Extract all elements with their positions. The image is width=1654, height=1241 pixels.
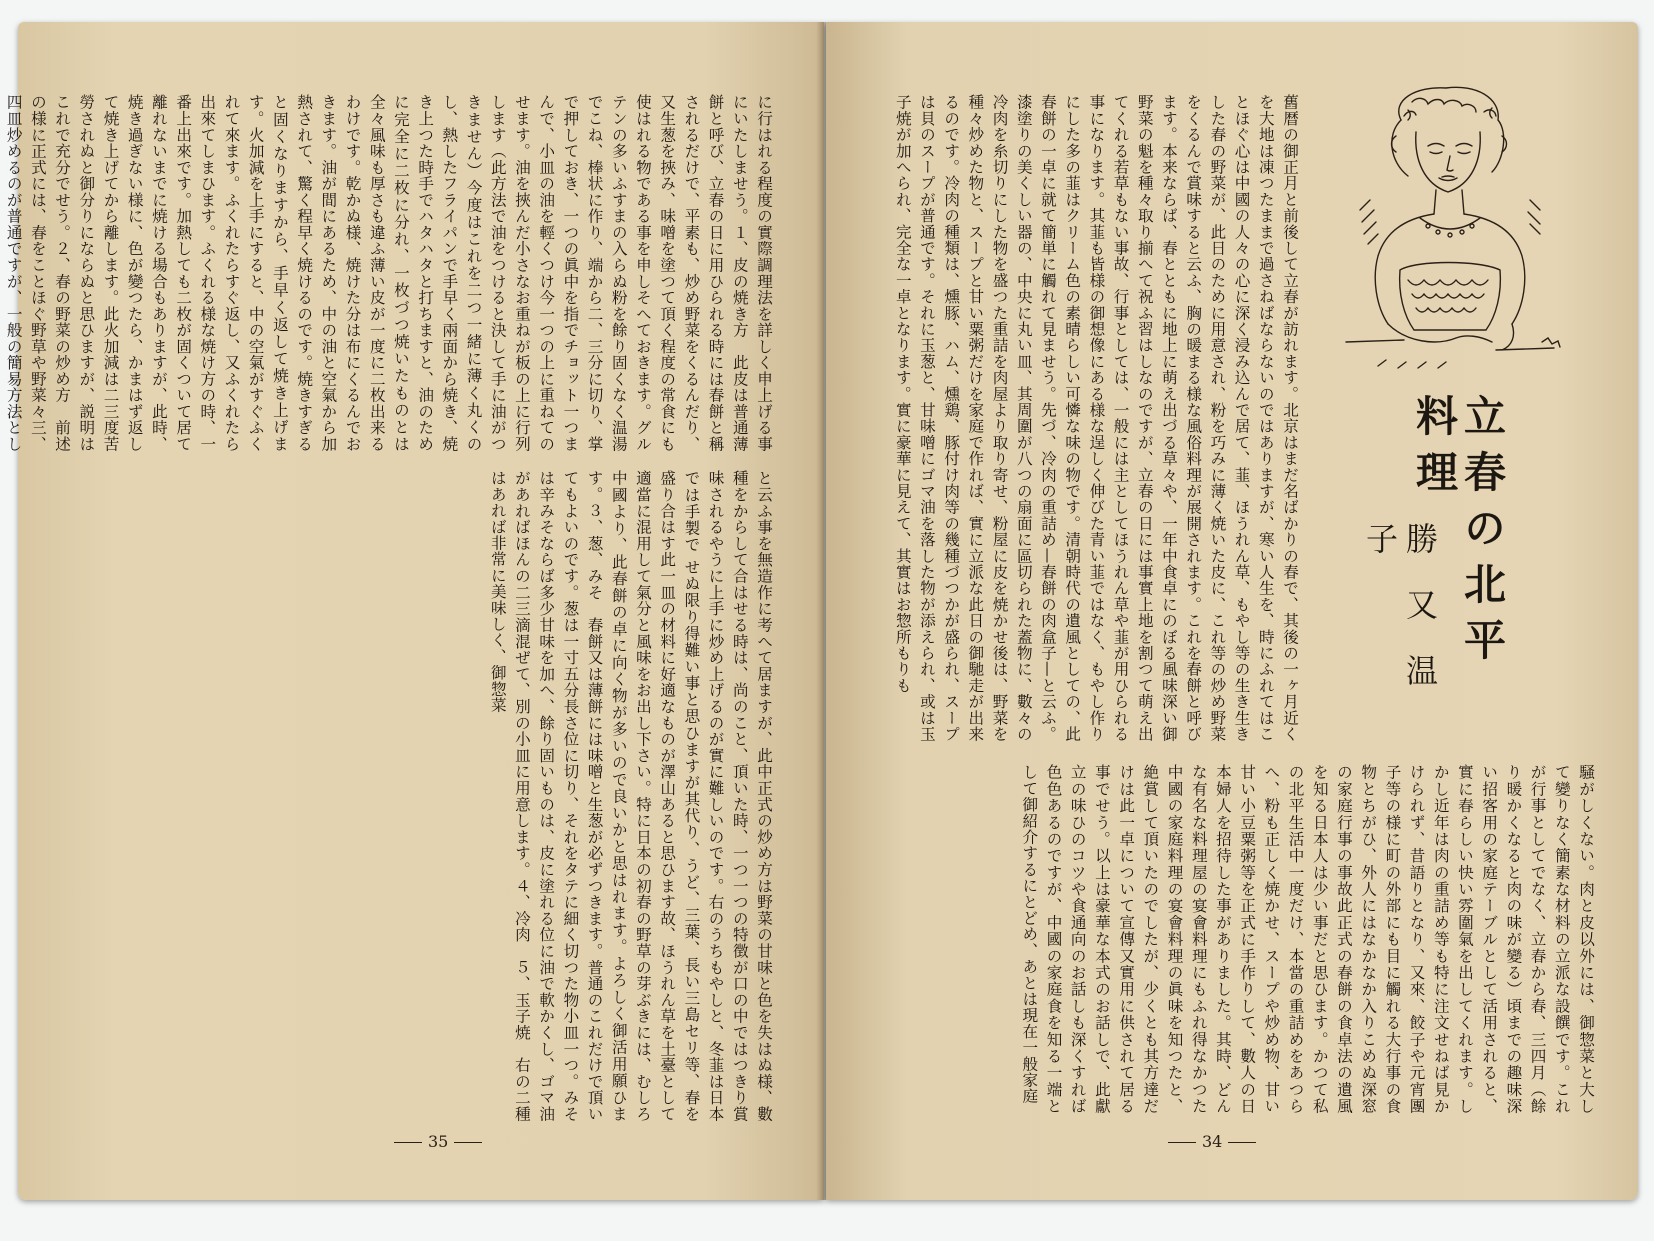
left-page-number: 35 — [388, 1132, 488, 1151]
article-author: 勝又温子 — [1361, 522, 1439, 720]
right-page-number: 34 — [1162, 1132, 1262, 1151]
right-upper-text: 舊暦の御正月と前後して立春が訪れます。北京はまだ名ばかりの春で、其後の一ヶ月近くを大地は凍つたままで過さねばならないのではありますが、寒い人生を、時にふれてはことほぐ心は中國の人々の心に深く浸み込んで居て、韮、ほうれん草、もやし等の生き生きした春の野菜が、此日のために用意され、粉を巧みに薄く焼いた皮に、これ等の炒め野菜をくるんで賞味すると云ふ、胸の暖まる様な風俗料理が展開されます。これを春餅と呼びます。本来ならば、春とともに地上に萌え出づる草々や、一年中食卓にのぼる風味深い御野菜の魁を種々取り揃へて祝ふ習はしなのですが、立春の日には事實上地を割つて萌え出てくれる若草もない事故、行事としては、一般には主としてほうれん草や韮が用ひられる事になります。其韮も皆様の御想像にある様な逞しく伸びた青い韮ではなく、もやし作りにした多の韮はクリーム色の素晴らしい可憐な味の物です。清朝時代の遺風としての、此春餅の一卓に就て簡単に觸れて見ませう。先づ、冷肉の重詰め—春餅の肉盒子—と云ふ。漆塗りの美くしい器の、中央に丸い皿、其周圍が八つの扇面に區切られた蓋物に、數々の冷肉を糸切りにした物を盛つた重詰を肉屋より取り寄せ、粉屋に皮を焼かせ後は、野菜を種々炒めた物と、スープと甘い粟粥だけを家庭で作れば、實に立派な此日の御馳走が出来るのです。冷肉の種類は、燻豚、ハム、燻鶏、豚付け肉等の幾種づつかが盛られ、スープは貝のスープが普通です。それに玉葱と、甘味噌にゴマ油を落した物が添えられ、或は玉子焼が加へられ、完全な一卓となります。實に豪華に見えて、其實はお惣所もりも — [893, 94, 1299, 742]
left-lower-text: と云ふ事を無造作に考へて居ますが、此中正式の炒め方は野菜の甘味と色を失はぬ様、數種をからして合はせる時は、尚のこと、頂いた時、一つ一つの特徴が口の中ではつきり賞味されるやうに上手に炒め上げるのが實に難しいのです。右のうちもやしと、冬韮は日本では手製で せぬ限り得難い事と思ひますが其代り、うど、三葉、長い三島セリ等、春を盛り合はす此一皿の材料に好適なものが澤山あると思ひます故、ほうれん草を土臺として適當に混用して氣分と風味をお出し下さい。特に日本の初春の野草の芽ぶきには、むしろ中國より、此春餅の卓に向く物が多いので良いかと思はれます。よろしく御活用願ひます。３、葱、みそ 春餅又は薄餅には味噌と生葱が必ずつきます。普通のこれだけで頂いてもよいのです。葱は一寸五分長さ位に切り、それをタテに細く切つた物小皿一つ。みそは辛みそならば多少甘味を加へ、餘り固いものは、皮に塗れる位に油で軟かくし、ゴマ油があればほんの二三滴混ぜて、別の小皿に用意します。４、冷肉 ５、玉子焼 右の二種はあれば非常に美味しく、御惣菜 — [488, 470, 773, 1122]
left-page — [4, 22, 824, 1200]
woman-illustration-icon — [1316, 80, 1586, 380]
article-title: 立春の北平料理 — [1410, 394, 1507, 674]
left-upper-text: に行はれる程度の實際調理法を詳しく申上げる事にいたしませう。１、皮の焼き方 此皮は普通薄餅と呼び、立春の日に用ひられる時には春餅と稱されるだけで、平素も、炒め野菜をくるんだり、又生葱を挾み、味噌を塗つて頂く程度の常食にも使はれる物である事を申しそへておきます。グルテンの多いふすまの入らぬ粉を餘り固くなく温湯でこね、棒状に作り、端から二、三分に切り、掌で押しておき、一つの眞中を指でチョット一つまんで、小皿の油を輕くつけ今一つの上に重ねてのせます。油を挾んだ小さなお重ねが板の上に行列します（此方法で油をつけると決して手に油がつきません）今度はこれを二つ一緒に薄く丸くのし、熱したフライパンで手早く兩面から焼き、焼き上つた時手でハタハタと打ちますと、油のために完全に二枚に分れ、一枚づつ焼いたものとは全々風味も厚さも違ふ薄い皮が一度に二枚出来るわけです。乾かぬ様、焼けた分は布にくるんでおきます。油が間にあるため、中の油と空氣から加熱されて、驚く程早く焼けるのです。焼きすぎると固くなりますから、手早く返して焼き上げます。火加減を上手にすると、中の空氣がすぐふくれて來ます。ふくれたらすぐ返し、又ふくれたら出來てしまひます。ふくれる様な焼け方の時、一番上出來です。加熱しても二枚が固くついて居て離れないまでに焼ける場合もありますが、此時、焼き過ぎない様に、色が變つたら、かまはず返して焼き上げてから離します。此火加減は二三度苦勞されぬと御分りにならぬと思ひますが、説明はこれで充分でせう。２、春の野菜の炒め方 前述の様に正式には、春をことほぐ野草や野菜々三、四皿炒めるのが普通ですが、一般の簡易方法とし — [4, 94, 773, 452]
right-page — [826, 22, 1638, 1200]
right-lower-text: 騒がしくない。肉と皮以外には、御惣菜と大して變りなく簡素な材料の立派な設饌です。これが行事としてでなく、立春から春、三四月（餘り暖かくなると肉の味が變る）頃までの趣味深い招客用の家庭テーブルとして活用されると、實に春らしい快い雰圍氣を出してくれます。しかし近年は肉の重詰め等も特に注文せねば見かけられず、昔語りとなり、又來、餃子や元宵團子等の様に町の外部にも目に觸れる大行事の食物とちがひ、外人にはなかなか入りこめぬ深窓の家庭行事の事故此正式の春餅の食卓法の遺風を知る日本人は少い事だと思ひます。かつて私の北平生活中一度だけ、本當の重詰めをあつらへ、粉も正しく焼かせ、スープや炒め物、甘い甘い小豆粟粥等を正式に手作りして、數人の日本婦人を招待した事がありました。其時、どんな有名な料理屋の宴會料理にもふれ得なかつた中國の家庭料理の宴會料理の眞味を知つたと、絶賞して頂いたのでしたが、少くとも其方達だけは此一卓について宣傳又實用に供されて居る事でせう。以上は豪華な本式のお話しで、此獻立の味ひのコツや食通向のお話しも深くすれば色色あるのですが、中國の家庭食を知る一端として御紹介するにとどめ、あとは現在一般家庭 — [1020, 764, 1595, 1114]
